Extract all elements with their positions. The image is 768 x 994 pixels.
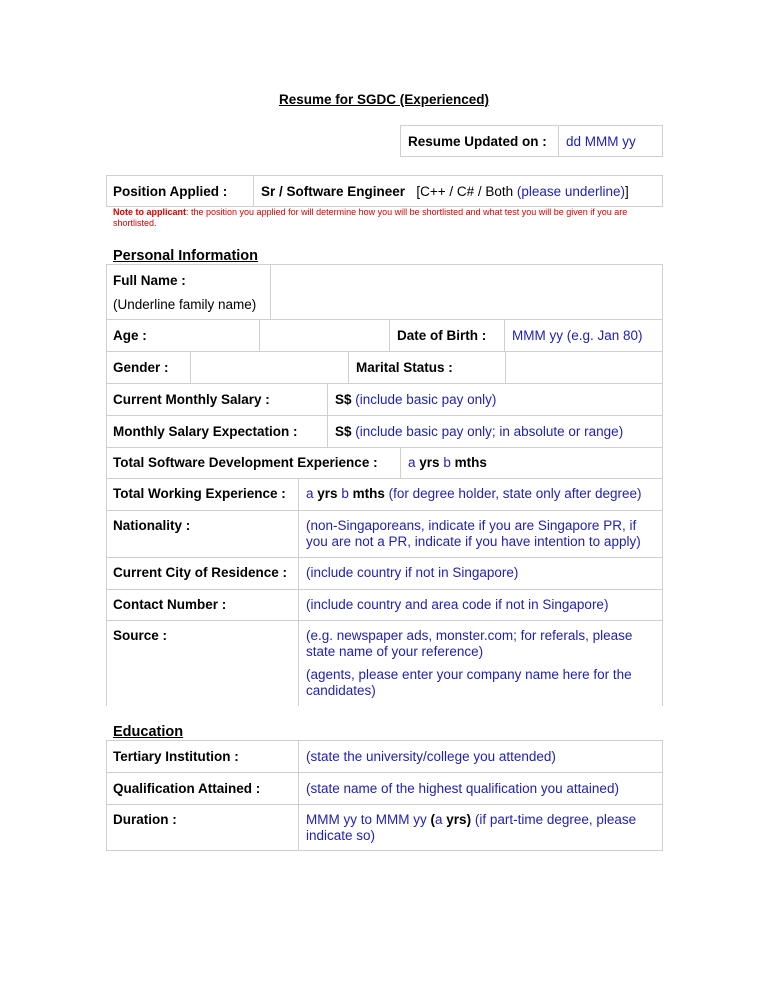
full-name-label: Full Name : bbox=[113, 273, 186, 288]
duration-hint-parttime: (if part-time degree, please indicate so) bbox=[306, 812, 637, 843]
contact-hint[interactable]: (include country and area code if not in Singapore) bbox=[306, 597, 609, 612]
salary-value[interactable] bbox=[328, 392, 503, 408]
duration-yrs: yrs) bbox=[446, 812, 472, 827]
note-text: : the position you applied for will determine how you will be shortlisted and what test you will be given if you are shortlisted. bbox=[113, 207, 628, 228]
work-label: Total Working Experience : bbox=[113, 486, 286, 501]
position-options: [C++ / C# / Both bbox=[416, 184, 514, 199]
divider bbox=[106, 447, 663, 448]
contact-label: Contact Number : bbox=[113, 597, 227, 612]
divider bbox=[190, 351, 191, 383]
nat-hint[interactable]: (non-Singaporeans, indicate if you are Singapore PR, if you are not a PR, indicate if you have intention to apply) bbox=[306, 518, 641, 549]
expect-hint: (include basic pay only; in absolute or range) bbox=[355, 424, 624, 439]
expect-value[interactable] bbox=[328, 424, 630, 440]
duration-hint-range: MMM yy to MMM yy bbox=[306, 812, 427, 827]
work-mths: mths bbox=[352, 486, 385, 501]
qual-label: Qualification Attained : bbox=[113, 781, 261, 796]
swdev-yrs: yrs bbox=[419, 455, 440, 470]
updated-value[interactable]: dd MMM yy bbox=[566, 134, 636, 149]
divider bbox=[106, 620, 663, 621]
divider bbox=[106, 478, 663, 479]
city-hint[interactable]: (include country if not in Singapore) bbox=[306, 565, 519, 580]
divider bbox=[106, 415, 663, 416]
note-label: Note to applicant bbox=[113, 207, 187, 217]
nat-label: Nationality : bbox=[113, 518, 191, 533]
divider bbox=[106, 383, 663, 384]
duration-a: a bbox=[435, 812, 443, 827]
work-value[interactable] bbox=[299, 486, 649, 502]
expect-label: Monthly Salary Expectation : bbox=[113, 424, 298, 439]
position-label: Position Applied : bbox=[113, 184, 228, 199]
divider bbox=[106, 589, 663, 590]
divider bbox=[106, 510, 663, 511]
work-hint: (for degree holder, state only after degree) bbox=[388, 486, 642, 501]
divider bbox=[505, 351, 506, 383]
dob-hint[interactable]: MMM yy (e.g. Jan 80) bbox=[512, 328, 643, 343]
position-close: ] bbox=[624, 184, 629, 199]
tertiary-hint[interactable]: (state the university/college you attended) bbox=[306, 749, 556, 764]
full-name-hint: (Underline family name) bbox=[113, 297, 257, 312]
expect-prefix: S$ bbox=[335, 424, 352, 439]
swdev-label: Total Software Development Experience : bbox=[113, 455, 378, 470]
marital-label: Marital Status : bbox=[356, 360, 453, 375]
salary-label: Current Monthly Salary : bbox=[113, 392, 270, 407]
divider bbox=[270, 264, 271, 319]
position-hint: (please underline) bbox=[516, 184, 625, 199]
source-label: Source : bbox=[113, 628, 168, 643]
duration-value[interactable] bbox=[299, 812, 663, 844]
source-hint-referral[interactable]: (e.g. newspaper ads, monster.com; for referals, please state name of your reference) bbox=[306, 628, 633, 659]
source-hint-agents[interactable]: (agents, please enter your company name here for the candidates) bbox=[306, 667, 632, 698]
dob-label: Date of Birth : bbox=[397, 328, 487, 343]
tertiary-label: Tertiary Institution : bbox=[113, 749, 239, 764]
divider bbox=[106, 804, 663, 805]
salary-hint: (include basic pay only) bbox=[355, 392, 497, 407]
swdev-value[interactable] bbox=[401, 455, 494, 471]
position-value[interactable] bbox=[254, 184, 636, 200]
gender-label: Gender : bbox=[113, 360, 169, 375]
duration-label: Duration : bbox=[113, 812, 177, 827]
divider bbox=[106, 557, 663, 558]
age-label: Age : bbox=[113, 328, 147, 343]
education-heading: Education bbox=[113, 724, 184, 740]
salary-prefix: S$ bbox=[335, 392, 352, 407]
divider bbox=[259, 319, 260, 351]
work-b: b bbox=[341, 486, 349, 501]
qual-hint[interactable]: (state name of the highest qualification you attained) bbox=[306, 781, 619, 796]
work-yrs: yrs bbox=[317, 486, 338, 501]
duration-open: ( bbox=[430, 812, 436, 827]
swdev-a: a bbox=[408, 455, 416, 470]
swdev-mths: mths bbox=[454, 455, 487, 470]
divider bbox=[106, 772, 663, 773]
work-a: a bbox=[306, 486, 314, 501]
personal-heading: Personal Information bbox=[113, 248, 259, 264]
note-to-applicant bbox=[113, 207, 668, 229]
divider bbox=[106, 319, 663, 320]
city-label: Current City of Residence : bbox=[113, 565, 288, 580]
swdev-b: b bbox=[443, 455, 451, 470]
updated-label: Resume Updated on : bbox=[408, 134, 547, 149]
position-title: Sr / Software Engineer bbox=[261, 184, 406, 199]
page-title: Resume for SGDC (Experienced) bbox=[278, 92, 490, 107]
